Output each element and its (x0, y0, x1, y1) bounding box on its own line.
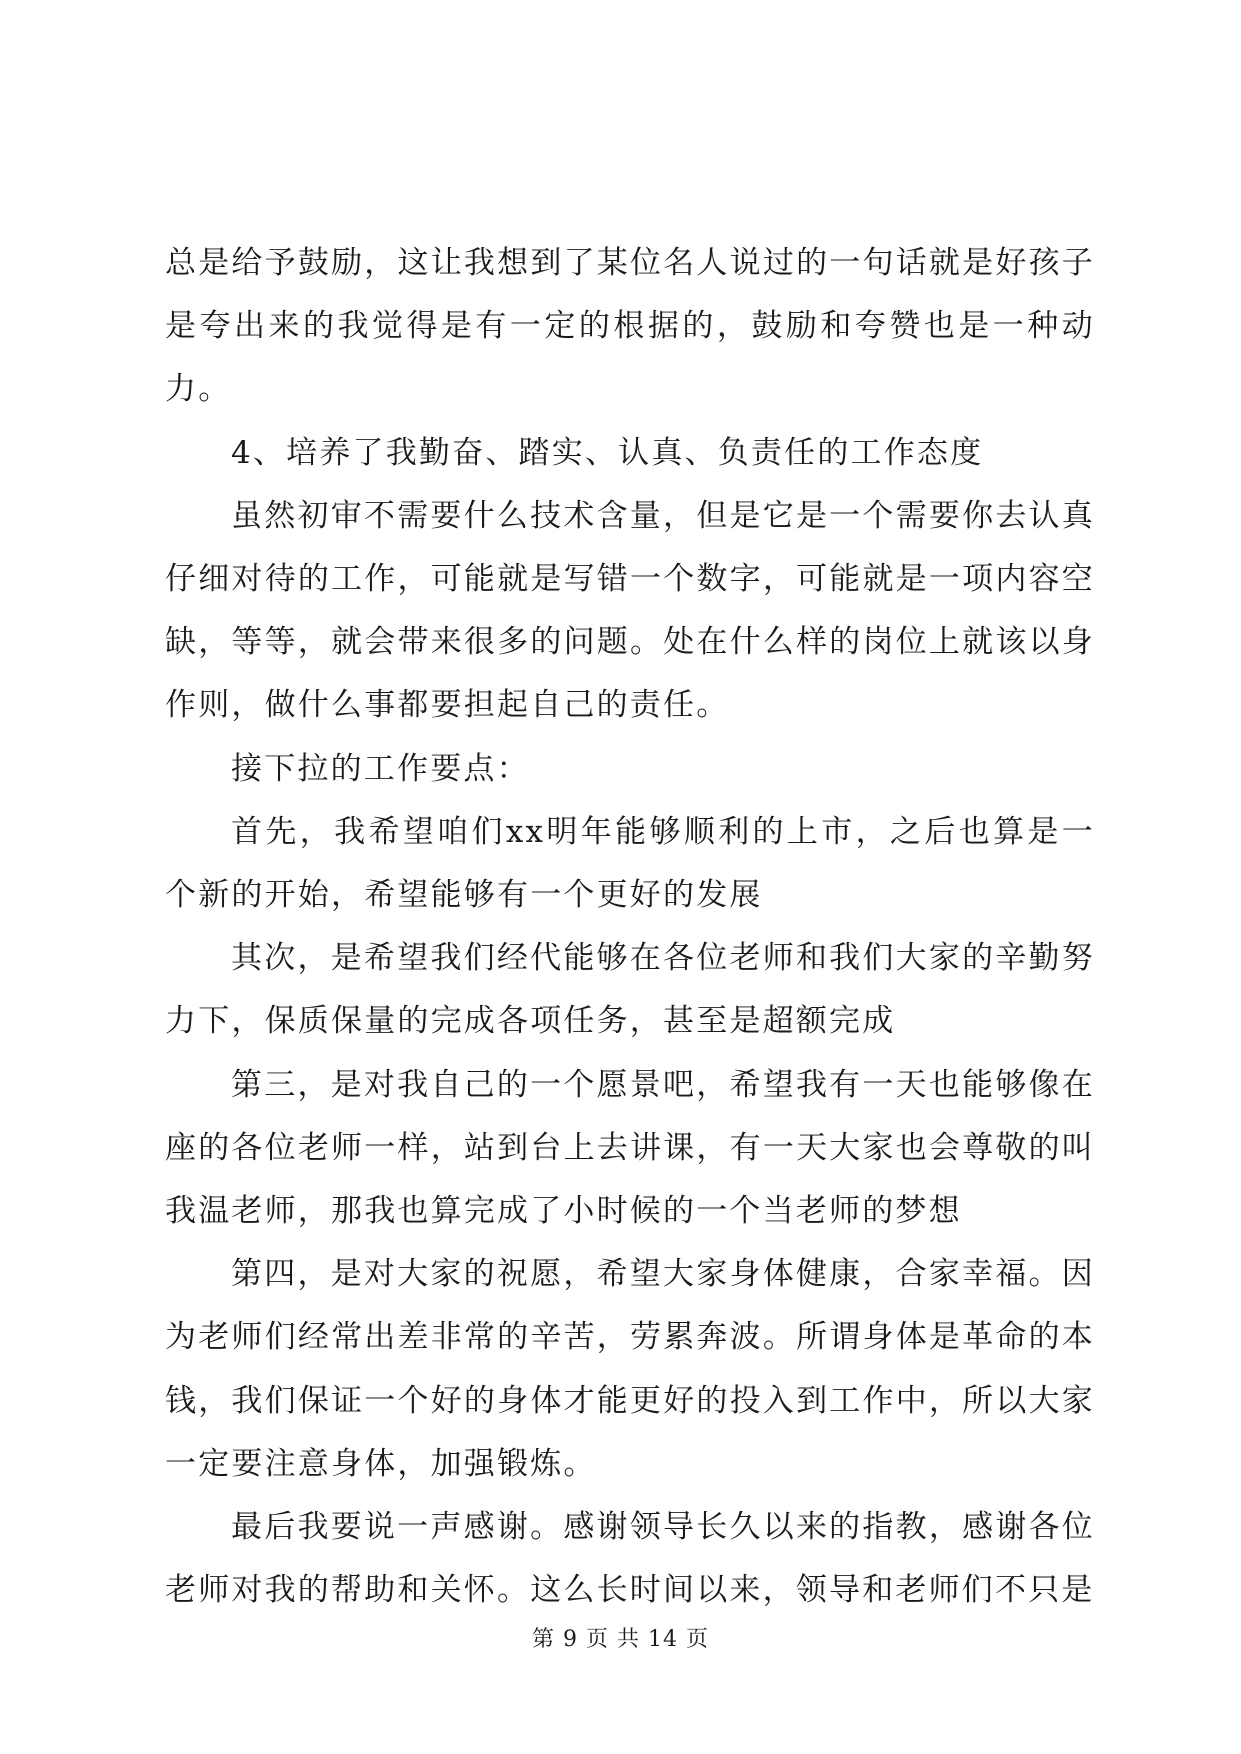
paragraph-third-point: 第三，是对我自己的一个愿景吧，希望我有一天也能够像在座的各位老师一样，站到台上去讲课，有一天大家也会尊敬的叫我温老师，那我也算完成了小时候的一个当老师的梦想 (165, 1066, 1095, 1230)
document-body (165, 232, 1095, 1622)
paragraph-second-point: 其次，是希望我们经代能够在各位老师和我们大家的辛勤努力下，保质保量的完成各项任务，甚至是超额完成 (165, 940, 1095, 1040)
paragraph-heading-4: 4、培养了我勤奋、踏实、认真、负责任的工作态度 (231, 434, 984, 471)
paragraph: 虽然初审不需要什么技术含量，但是它是一个需要你去认真仔细对待的工作，可能就是写错一个数字，可能就是一项内容空缺，等等，就会带来很多的问题。处在什么样的岗位上就该以身作则，做什么事都要担起自己的责任。 (165, 497, 1095, 724)
paragraph-continued: 总是给予鼓励，这让我想到了某位名人说过的一句话就是好孩子是夸出来的我觉得是有一定的根据的，鼓励和夸赞也是一种动力。 (165, 245, 1095, 408)
paragraph-fourth-point: 第四，是对大家的祝愿，希望大家身体健康，合家幸福。因为老师们经常出差非常的辛苦，劳累奔波。所谓身体是革命的本钱，我们保证一个好的身体才能更好的投入到工作中，所以大家一定要注意身体，加强锻炼。 (165, 1256, 1095, 1482)
page-number-footer: 第 9 页 共 14 页 (532, 1627, 709, 1652)
paragraph-first-point: 首先，我希望咱们xx明年能够顺利的上市，之后也算是一个新的开始，希望能够有一个更好的发展 (165, 813, 1095, 914)
paragraph-work-points-heading: 接下拉的工作要点： (231, 750, 530, 787)
paragraph-closing: 最后我要说一声感谢。感谢领导长久以来的指教，感谢各位老师对我的帮助和关怀。这么长时间以来，领导和老师们不只是 (165, 1509, 1095, 1609)
